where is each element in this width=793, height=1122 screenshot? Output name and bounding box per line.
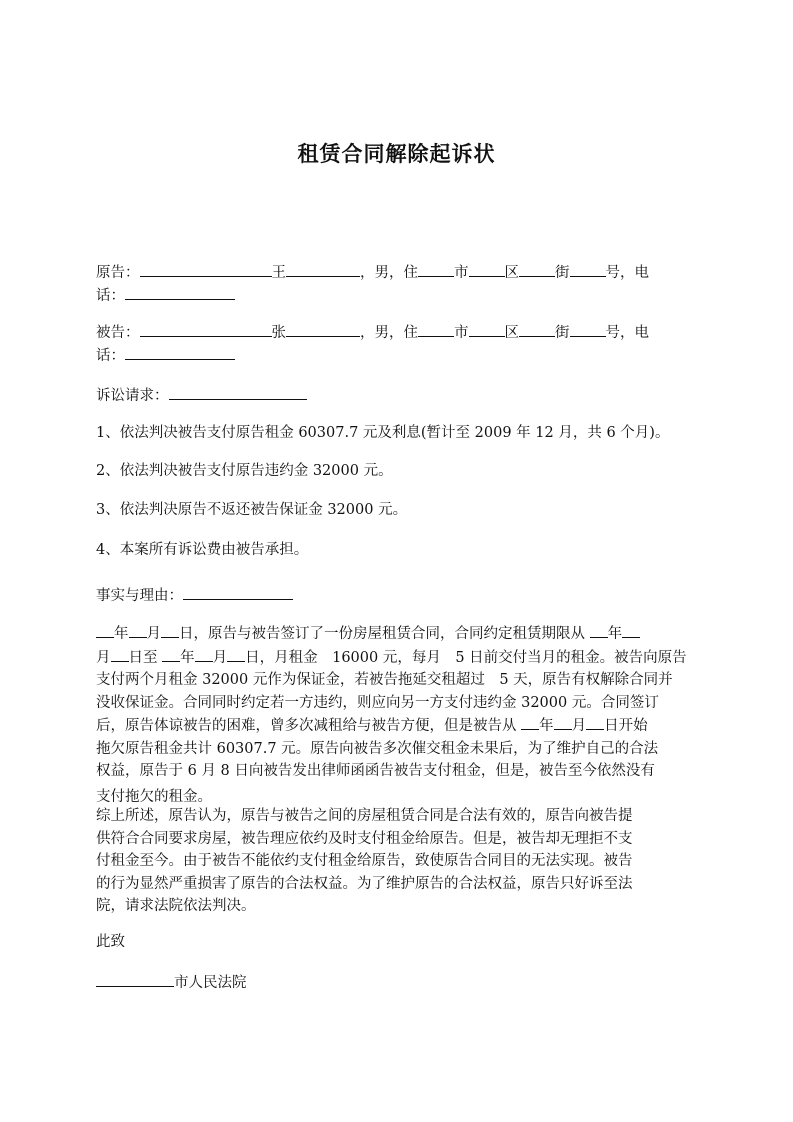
plaintiff-district: 区: [504, 265, 519, 281]
facts-paragraph-1: [96, 622, 704, 808]
text: 后，原告体谅被告的困难，曾多次减租给与被告方便，但是被告从: [96, 718, 517, 734]
plaintiff-street: 街: [555, 265, 570, 281]
text: 日开始: [604, 718, 648, 734]
plaintiff-gender: ，男，住: [360, 265, 418, 281]
facts-p1-line-7: 权益，原告于 6 月 8 日向被告发出律师函函告被告支付租金，但是，被告至今依然没有: [96, 763, 655, 779]
blank: [162, 646, 180, 662]
facts-paragraph-2: [96, 805, 704, 918]
text: 月: [96, 649, 111, 666]
defendant-number: 号，电: [605, 325, 649, 341]
court-name: 市人民法院: [174, 975, 247, 991]
claims-heading: [96, 384, 307, 407]
blank: [521, 714, 539, 730]
text: 年: [114, 626, 129, 642]
text: 月: [212, 649, 228, 666]
facts-p1-line-1: [96, 622, 704, 646]
facts-heading: [96, 584, 293, 607]
facts-p2-line-3: 付租金至今。由于被告不能依约支付租金给原告，致使原告合同目的无法实现。被告: [96, 853, 633, 869]
facts-p1-line-6: 拖欠原告租金共计 60307.7 元。原告向被告多次催交租金未果后，为了维护自己的合法: [96, 740, 659, 757]
text: 年: [539, 718, 554, 734]
blank: [195, 646, 213, 662]
claims-label: 诉讼请求：: [96, 388, 169, 404]
defendant-blank-district: [469, 321, 505, 337]
plaintiff-name: 王: [271, 265, 286, 281]
defendant-line: [96, 321, 649, 344]
text: 年: [180, 649, 195, 666]
claim-item: 1、依法判决被告支付原告租金 60307.7 元及利息(暂计至 2009 年 12 月，共 6 个月)。: [96, 425, 670, 441]
facts-p1-line-5: [96, 714, 704, 738]
plaintiff-line: [96, 261, 649, 284]
facts-label: 事实与理由：: [96, 588, 183, 604]
defendant-name: 张: [271, 325, 286, 341]
plaintiff-city: 市: [454, 265, 469, 281]
defendant-district: 区: [504, 325, 519, 341]
closing-salutation: 此致: [96, 934, 125, 950]
defendant-label: 被告：: [96, 325, 140, 341]
defendant-blank-number: [570, 321, 606, 337]
facts-p2-line-1: 综上所述，原告认为，原告与被告之间的房屋租赁合同是合法有效的，原告向被告提: [96, 808, 633, 824]
claim-item: 2、依法判决被告支付原告违约金 32000 元。: [96, 463, 393, 479]
blank: [161, 622, 179, 638]
defendant-phone-label: 话：: [96, 348, 125, 364]
text: 月: [571, 718, 587, 734]
plaintiff-number: 号，电: [605, 265, 649, 281]
plaintiff-blank-city: [418, 261, 454, 277]
facts-p2-line-4: 的行为显然严重损害了原告的合法权益。为了维护原告的合法权益，原告只好诉至法: [96, 875, 633, 892]
blank: [590, 622, 608, 638]
facts-p1-line-2: [96, 646, 704, 670]
defendant-phone-line: [96, 344, 235, 367]
defendant-blank-1: [140, 321, 272, 337]
text: 日，月租金 16000 元，每月 5 日前交付当月的租金。被告向原告: [245, 649, 687, 666]
defendant-street: 街: [555, 325, 570, 341]
facts-p1-line-8: 支付拖欠的租金。: [96, 788, 212, 805]
blank: [227, 646, 245, 662]
defendant-gender: ，男，住: [360, 325, 418, 341]
defendant-blank-city: [418, 321, 454, 337]
claim-item: 4、本案所有诉讼费由被告承担。: [96, 542, 309, 558]
facts-p2-line-2: 供符合合同要求房屋，被告理应依约及时支付租金给原告。但是，被告却无理拒不支: [96, 830, 633, 847]
claims-blank: [169, 384, 307, 400]
plaintiff-blank-phone: [125, 284, 235, 300]
blank: [96, 622, 114, 638]
facts-p1-line-3: 支付两个月租金 32000 元作为保证金，若被告拖延交租超过 5 天，原告有权解除合同并: [96, 672, 673, 688]
plaintiff-blank-1: [140, 261, 272, 277]
claim-item: 3、依法判决原告不返还被告保证金 32000 元。: [96, 502, 408, 518]
blank: [622, 622, 640, 638]
facts-blank: [183, 584, 293, 600]
plaintiff-blank-number: [570, 261, 606, 277]
plaintiff-phone-label: 话：: [96, 288, 125, 304]
blank: [554, 714, 572, 730]
plaintiff-blank-street: [519, 261, 555, 277]
text: 日，原告与被告签订了一份房屋租赁合同，合同约定租赁期限从: [179, 626, 585, 642]
text: 日至: [128, 649, 158, 666]
defendant-city: 市: [454, 325, 469, 341]
blank: [586, 714, 604, 730]
defendant-blank-phone: [125, 344, 235, 360]
defendant-blank-street: [519, 321, 555, 337]
plaintiff-phone-line: [96, 284, 235, 307]
defendant-blank-2: [286, 321, 360, 337]
text: 年: [607, 626, 623, 642]
court-blank: [96, 971, 174, 987]
closing-court-line: [96, 971, 247, 994]
facts-p2-line-5: 院，请求法院依法判决。: [96, 898, 256, 914]
blank: [111, 646, 129, 662]
plaintiff-blank-district: [469, 261, 505, 277]
blank: [129, 622, 147, 638]
plaintiff-label: 原告：: [96, 265, 140, 281]
plaintiff-blank-2: [286, 261, 360, 277]
text: 月: [146, 626, 161, 642]
facts-p1-line-4: 没收保证金。合同同时约定若一方违约，则应向另一方支付违约金 32000 元。合同签订: [96, 694, 659, 711]
document-title: 租赁合同解除起诉状: [297, 142, 496, 166]
